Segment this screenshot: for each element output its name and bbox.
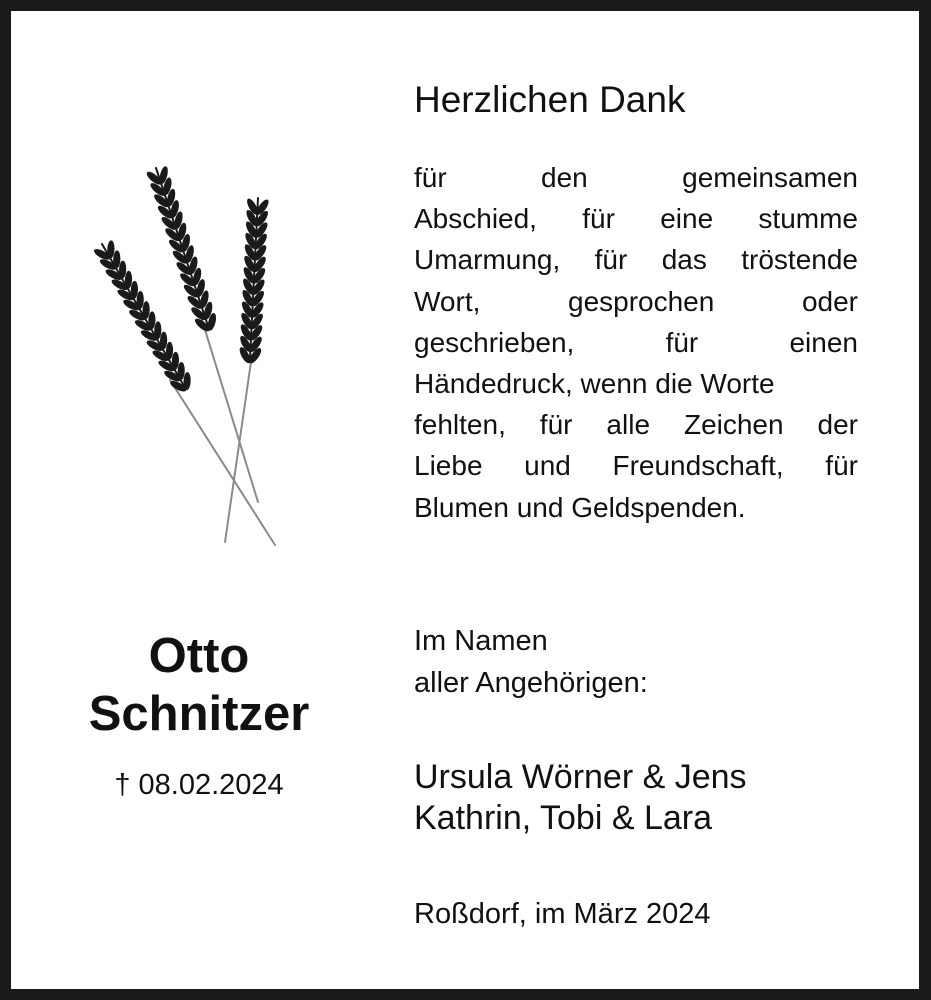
paragraph-line: Umarmung, für das tröstende [414, 244, 858, 276]
paragraph-line: geschrieben, für einen [414, 326, 858, 358]
paragraph-line: für den gemeinsamen [414, 162, 858, 193]
family-intro-line: aller Angehörigen: [414, 667, 648, 699]
notice-heading: Herzlichen Dank [414, 79, 686, 120]
family-names-line: Kathrin, Tobi & Lara [414, 799, 712, 837]
paragraph-line: Blumen und Geldspenden. [414, 491, 746, 523]
thanks-paragraph [414, 157, 858, 528]
paragraph-line: fehlten, für alle Zeichen der [414, 409, 858, 441]
deceased-first-name: Otto [148, 629, 250, 683]
deceased-last-name: Schnitzer [88, 687, 310, 741]
paragraph-line: Liebe und Freundschaft, für [414, 450, 858, 482]
paragraph-line: Händedruck, wenn die Worte [414, 367, 775, 399]
wheat-ears-icon [90, 160, 290, 560]
place-and-date: Roßdorf, im März 2024 [414, 898, 711, 930]
paragraph-line: Abschied, für eine stumme [414, 203, 858, 235]
family-names-line: Ursula Wörner & Jens [414, 758, 747, 796]
family-intro-line: Im Namen [414, 625, 548, 657]
death-date: † 08.02.2024 [114, 769, 284, 801]
paragraph-line: Wort, gesprochen oder [414, 285, 858, 317]
